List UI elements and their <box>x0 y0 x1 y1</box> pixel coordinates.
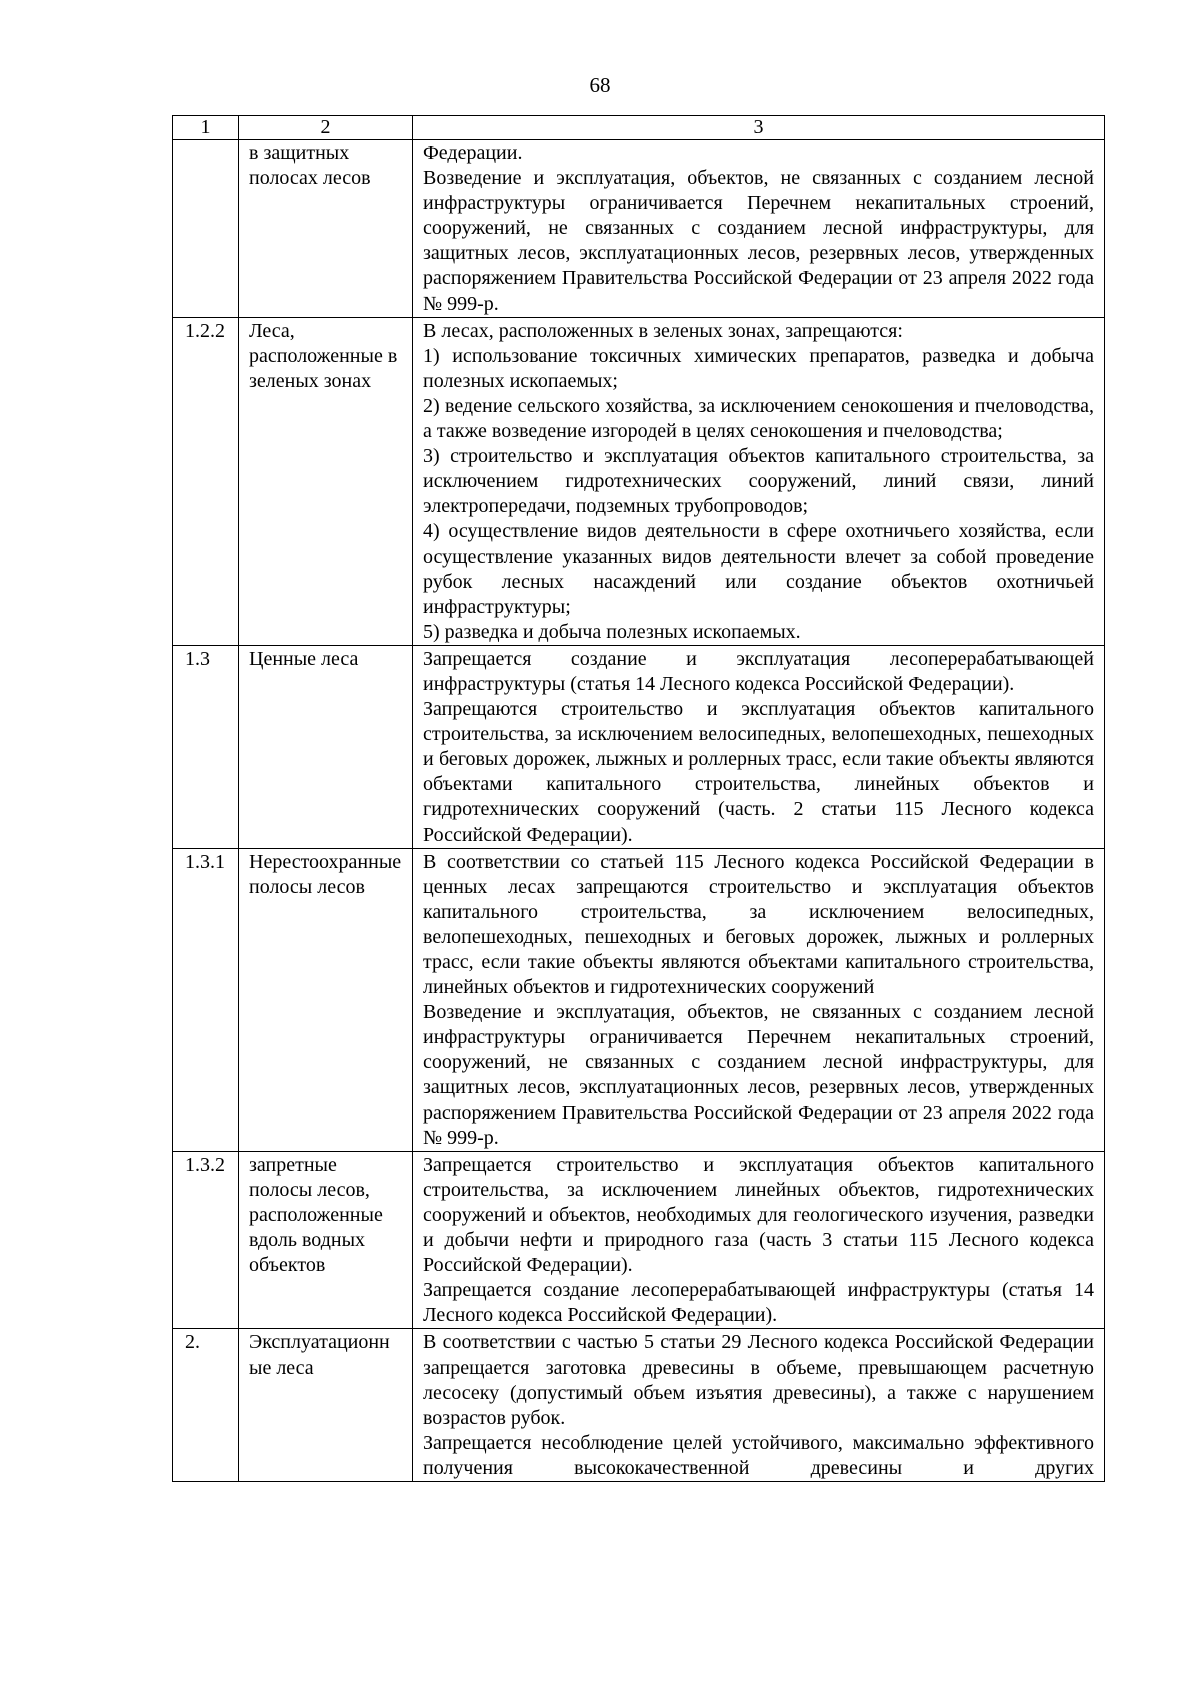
row-category: запретные полосы лесов, расположенные вдоль водных объектов <box>239 1151 413 1329</box>
restriction-paragraph: 5) разведка и добыча полезных ископаемых. <box>423 620 801 643</box>
restriction-paragraph: В соответствии со статьей 115 Лесного кодекса Российской Федерации в ценных лесах запрещаются строительство и эксплуатация объектов капитального строительства, за исключением велосипедных, велопешеходных, пешеходных и беговых дорожек, лыжных и роллерных трасс, если такие объекты являются объектами капитального строительства, линейных объектов и гидротехнических сооружений <box>423 850 1094 999</box>
row-number <box>173 140 239 318</box>
regulations-table <box>172 115 1105 1482</box>
column-header-number: 1 <box>173 116 239 140</box>
restriction-paragraph: 4) осуществление видов деятельности в сфере охотничьего хозяйства, если осуществление указанных видов деятельности влечет за собой проведение рубок лесных насаждений или создание объектов охотничьей инфраструктуры; <box>423 520 1094 618</box>
restriction-paragraph: Возведение и эксплуатация, объектов, не связанных с созданием лесной инфраструктуры ограничивается Перечнем некапитальных строений, сооружений, не связанных с созданием лесной инфраструктуры, для защитных лесов, эксплуатационных лесов, резервных лесов, утвержденных распоряжением Правительства Российской Федерации от 23 апреля 2022 года № 999-р. <box>423 167 1094 315</box>
row-number: 1.3.2 <box>173 1151 239 1329</box>
restriction-paragraph: В лесах, расположенных в зеленых зонах, запрещаются: <box>423 319 903 342</box>
restriction-paragraph: Федерации. <box>423 142 523 164</box>
page-number: 68 <box>589 73 611 97</box>
restriction-paragraph: Возведение и эксплуатация, объектов, не связанных с созданием лесной инфраструктуры ограничивается Перечнем некапитальных строений, сооружений, не связанных с созданием лесной инфраструктуры, для защитных лесов, эксплуатационных лесов, резервных лесов, утвержденных распоряжением Правительства Российской Федерации от 23 апреля 2022 года № 999-р. <box>423 1001 1094 1149</box>
table-row <box>173 848 1105 1151</box>
restriction-paragraph: В соответствии с частью 5 статьи 29 Лесного кодекса Российской Федерации запрещается заготовка древесины в объеме, превышающем расчетную лесосеку (допустимый объем изъятия древесины), а также с нарушением возрастов рубок. <box>423 1331 1094 1429</box>
row-category: в защитных полосах лесов <box>239 140 413 318</box>
restriction-paragraph: 3) строительство и эксплуатация объектов капитального строительства, за исключением гидротехнических сооружений, линий связи, линий электропередачи, подземных трубопроводов; <box>423 445 1094 518</box>
row-number: 1.2.2 <box>173 317 239 645</box>
row-category: Эксплуатационн ые леса <box>239 1329 413 1482</box>
table-row <box>173 1151 1105 1329</box>
row-category: Ценные леса <box>239 645 413 848</box>
row-category: Леса, расположенные в зеленых зонах <box>239 317 413 645</box>
restriction-paragraph: Запрещается строительство и эксплуатация объектов капитального строительства, за исключением линейных объектов, гидротехнических сооружений и объектов, необходимых для геологического изучения, разведки и добычи нефти и природного газа (часть 3 статьи 115 Лесного кодекса Российской Федерации). <box>423 1153 1094 1277</box>
row-restrictions <box>413 645 1105 848</box>
restriction-paragraph: Запрещается несоблюдение целей устойчивого, максимально эффективного получения высококачественной древесины и других <box>423 1431 1094 1479</box>
row-number: 1.3 <box>173 645 239 848</box>
restriction-paragraph: Запрещается создание и эксплуатация лесоперерабатывающей инфраструктуры (статья 14 Лесного кодекса Российской Федерации). <box>423 647 1094 695</box>
restriction-paragraph: Запрещаются строительство и эксплуатация объектов капитального строительства, за исключением велосипедных, велопешеходных, пешеходных и беговых дорожек, лыжных и роллерных трасс, если такие объекты являются объектами капитального строительства, линейных объектов и гидротехнических сооружений (часть. 2 статьи 115 Лесного кодекса Российской Федерации). <box>423 698 1094 846</box>
row-number: 1.3.1 <box>173 848 239 1151</box>
table-row <box>173 645 1105 848</box>
column-header-restrictions: 3 <box>413 116 1105 140</box>
restriction-paragraph: Запрещается создание лесоперерабатывающей инфраструктуры (статья 14 Лесного кодекса Российской Федерации). <box>423 1279 1094 1327</box>
restriction-paragraph: 2) ведение сельского хозяйства, за исключением сенокошения и пчеловодства, а также возведение изгородей в целях сенокошения и пчеловодства; <box>423 394 1094 443</box>
table-row <box>173 140 1105 318</box>
row-restrictions <box>413 848 1105 1151</box>
column-header-category: 2 <box>239 116 413 140</box>
table-header-row <box>173 116 1105 140</box>
row-restrictions <box>413 317 1105 645</box>
row-restrictions <box>413 140 1105 318</box>
row-restrictions <box>413 1329 1105 1482</box>
restriction-paragraph: 1) использование токсичных химических препаратов, разведка и добыча полезных ископаемых; <box>423 344 1094 392</box>
row-number: 2. <box>173 1329 239 1482</box>
table-row <box>173 1329 1105 1482</box>
table-row <box>173 317 1105 645</box>
row-restrictions <box>413 1151 1105 1329</box>
row-category: Нерестоохранные полосы лесов <box>239 848 413 1151</box>
